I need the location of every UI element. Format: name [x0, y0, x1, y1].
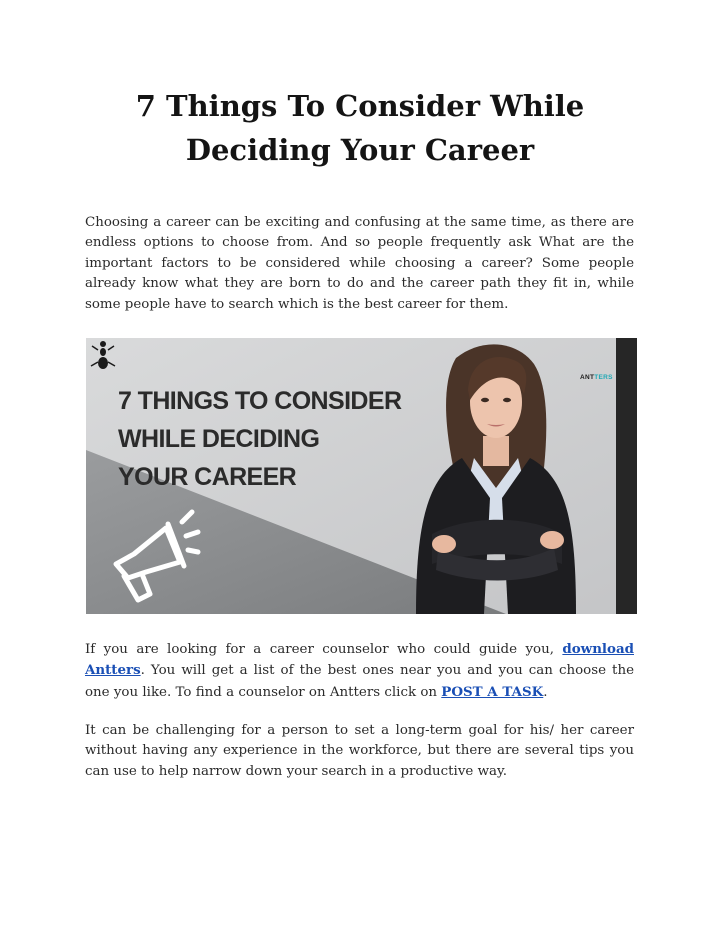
title-line-2: Deciding Your Career: [185, 133, 535, 167]
antters-ant-logo-icon: [86, 338, 120, 382]
post-a-task-link[interactable]: POST A TASK: [441, 683, 544, 700]
para2-text-start: If you are looking for a career counselor who could guide you,: [85, 642, 563, 657]
counselor-paragraph: [85, 639, 634, 703]
brand-logo-text: [580, 374, 613, 381]
download-antters-link[interactable]: download Antters: [85, 641, 634, 679]
title-line-1: 7 Things To Consider While: [135, 89, 585, 123]
logo-text-part1: ANT: [580, 374, 595, 381]
goal-paragraph: It can be challenging for a person to set a long-term goal for his/ her career without having any experience in the workforce, but there are several tips you can use to help narrow down your search in a productive way.: [85, 723, 634, 779]
banner-line-1: 7 THINGS TO CONSIDER: [118, 387, 402, 415]
banner-heading: [118, 382, 401, 496]
banner-line-3: YOUR CAREER: [118, 463, 297, 491]
para2-text-middle: . You will get a list of the best ones near you and you can choose the one you like. To find a counselor on Antters click on: [85, 663, 634, 700]
article-banner-image: [86, 338, 637, 614]
intro-paragraph: Choosing a career can be exciting and confusing at the same time, as there are endless options to choose from. And so people frequently ask What are the important factors to be considered while choosing a career? Some people already know what they are born to do and the career path they fit in, while some people have to search which is the best career for them.: [85, 215, 634, 312]
logo-text-part2: TERS: [594, 374, 613, 381]
page-title: [84, 84, 636, 172]
banner-line-2: WHILE DECIDING: [118, 425, 320, 453]
banner-right-edge-strip: [616, 338, 637, 614]
para2-text-end: .: [543, 684, 548, 700]
